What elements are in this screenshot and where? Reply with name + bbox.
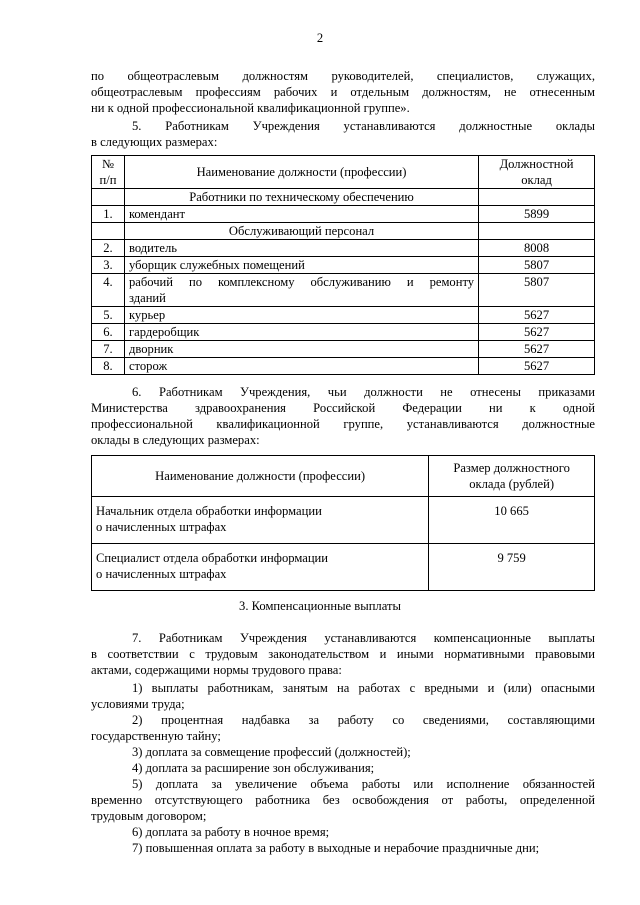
empty-cell bbox=[479, 223, 595, 240]
row-num: 7. bbox=[92, 341, 125, 358]
list-item: 3) доплата за совмещение профессий (должностей); bbox=[132, 745, 411, 759]
row-num: 5. bbox=[92, 307, 125, 324]
p7-line: актами, содержащими нормы трудового права: bbox=[91, 663, 342, 677]
row-salary: 5899 bbox=[479, 206, 595, 223]
table-row bbox=[92, 358, 595, 375]
empty-cell bbox=[92, 189, 125, 206]
row-name-line: Начальник отдела обработки информации bbox=[96, 504, 322, 518]
p5-line: в следующих размерах: bbox=[91, 135, 218, 149]
table-header-row bbox=[92, 456, 595, 497]
table-row bbox=[92, 544, 595, 591]
list-item-cont: государственную тайну; bbox=[91, 729, 221, 743]
p5-line: 5. Работникам Учреждения устанавливаются должностные оклады bbox=[132, 119, 595, 133]
row-salary: 5627 bbox=[479, 324, 595, 341]
p6-line: 6. Работникам Учреждения, чьи должности не отнесены приказами bbox=[132, 385, 595, 399]
list-item-cont: временно отсутствующего работника без освобождения от работы, определенной bbox=[91, 793, 595, 807]
table-row bbox=[92, 274, 595, 307]
header-salary bbox=[429, 456, 595, 497]
row-name: сторож bbox=[124, 358, 478, 375]
paragraph-7 bbox=[91, 630, 595, 678]
group-title: Работники по техническому обеспечению bbox=[124, 189, 478, 206]
group-title: Обслуживающий персонал bbox=[124, 223, 478, 240]
row-num: 4. bbox=[92, 274, 125, 307]
table-row bbox=[92, 497, 595, 544]
empty-cell bbox=[92, 223, 125, 240]
row-salary: 5807 bbox=[479, 274, 595, 307]
intro-paragraph bbox=[91, 68, 595, 116]
paragraph-5 bbox=[91, 118, 595, 150]
intro-line: ни к одной профессиональной квалификационной группе». bbox=[91, 101, 410, 115]
table-group-row bbox=[92, 189, 595, 206]
table-row bbox=[92, 240, 595, 257]
intro-line: по общеотраслевым должностям руководителей, специалистов, служащих, bbox=[91, 69, 595, 83]
p6-line: профессиональной квалификационной группе, устанавливаются должностные bbox=[91, 417, 595, 431]
row-salary: 8008 bbox=[479, 240, 595, 257]
row-num: 3. bbox=[92, 257, 125, 274]
list-item: 7) повышенная оплата за работу в выходные и нерабочие праздничные дни; bbox=[132, 841, 540, 855]
table-row bbox=[92, 324, 595, 341]
paragraph-6 bbox=[91, 384, 595, 448]
intro-line: общеотраслевым профессиям рабочих и отдельным должностям, не отнесенным bbox=[91, 85, 595, 99]
row-salary: 5627 bbox=[479, 341, 595, 358]
row-name: курьер bbox=[124, 307, 478, 324]
row-num: 1. bbox=[92, 206, 125, 223]
empty-cell bbox=[479, 189, 595, 206]
table-row bbox=[92, 307, 595, 324]
row-salary: 5627 bbox=[479, 358, 595, 375]
list-item-cont: условиями труда; bbox=[91, 697, 185, 711]
list-item-cont: трудовым договором; bbox=[91, 809, 207, 823]
table-group-row bbox=[92, 223, 595, 240]
header-name: Наименование должности (профессии) bbox=[124, 156, 478, 189]
salary-table-1 bbox=[91, 155, 595, 375]
row-num: 2. bbox=[92, 240, 125, 257]
page-number: 2 bbox=[316, 31, 324, 45]
row-num: 6. bbox=[92, 324, 125, 341]
compensation-list bbox=[91, 680, 595, 856]
row-name: дворник bbox=[124, 341, 478, 358]
row-salary: 5627 bbox=[479, 307, 595, 324]
list-item: 5) доплата за увеличение объема работы или исполнение обязанностей bbox=[132, 777, 595, 791]
p6-line: Министерства здравоохранения Российской Федерации ни к одной bbox=[91, 401, 595, 415]
header-name: Наименование должности (профессии) bbox=[92, 456, 429, 497]
table-header-row bbox=[92, 156, 595, 189]
header-salary: Должностной оклад bbox=[479, 156, 595, 189]
section-3-title: 3. Компенсационные выплаты bbox=[239, 599, 401, 613]
row-name: уборщик служебных помещений bbox=[124, 257, 478, 274]
row-salary: 10 665 bbox=[429, 497, 595, 544]
row-name-line: Специалист отдела обработки информации bbox=[96, 551, 329, 565]
row-name bbox=[124, 274, 478, 307]
row-name bbox=[92, 544, 429, 591]
row-name: комендант bbox=[124, 206, 478, 223]
salary-table-2 bbox=[91, 455, 595, 591]
table-row bbox=[92, 341, 595, 358]
row-name-line: рабочий по комплексному обслуживанию и ремонту bbox=[128, 275, 475, 289]
row-salary: 9 759 bbox=[429, 544, 595, 591]
list-item: 4) доплата за расширение зон обслуживания; bbox=[132, 761, 375, 775]
header-num: № п/п bbox=[92, 156, 125, 189]
p7-line: 7. Работникам Учреждения устанавливаются компенсационные выплаты bbox=[132, 631, 595, 645]
header-salary-line: оклада (рублей) bbox=[469, 477, 555, 491]
table-row bbox=[92, 257, 595, 274]
row-name bbox=[92, 497, 429, 544]
header-salary-line: Размер должностного bbox=[453, 461, 570, 475]
list-item: 2) процентная надбавка за работу со сведениями, составляющими bbox=[132, 713, 595, 727]
row-name-line: о начисленных штрафах bbox=[96, 567, 227, 581]
p7-line: в соответствии с трудовым законодательством и иными нормативными правовыми bbox=[91, 647, 595, 661]
row-name-line: о начисленных штрафах bbox=[96, 520, 227, 534]
list-item: 1) выплаты работникам, занятым на работах с вредными и (или) опасными bbox=[132, 681, 595, 695]
row-name-line: зданий bbox=[128, 291, 166, 305]
row-name: гардеробщик bbox=[124, 324, 478, 341]
list-item: 6) доплата за работу в ночное время; bbox=[132, 825, 330, 839]
row-salary: 5807 bbox=[479, 257, 595, 274]
p6-line: оклады в следующих размерах: bbox=[91, 433, 260, 447]
row-num: 8. bbox=[92, 358, 125, 375]
table-row bbox=[92, 206, 595, 223]
row-name: водитель bbox=[124, 240, 478, 257]
